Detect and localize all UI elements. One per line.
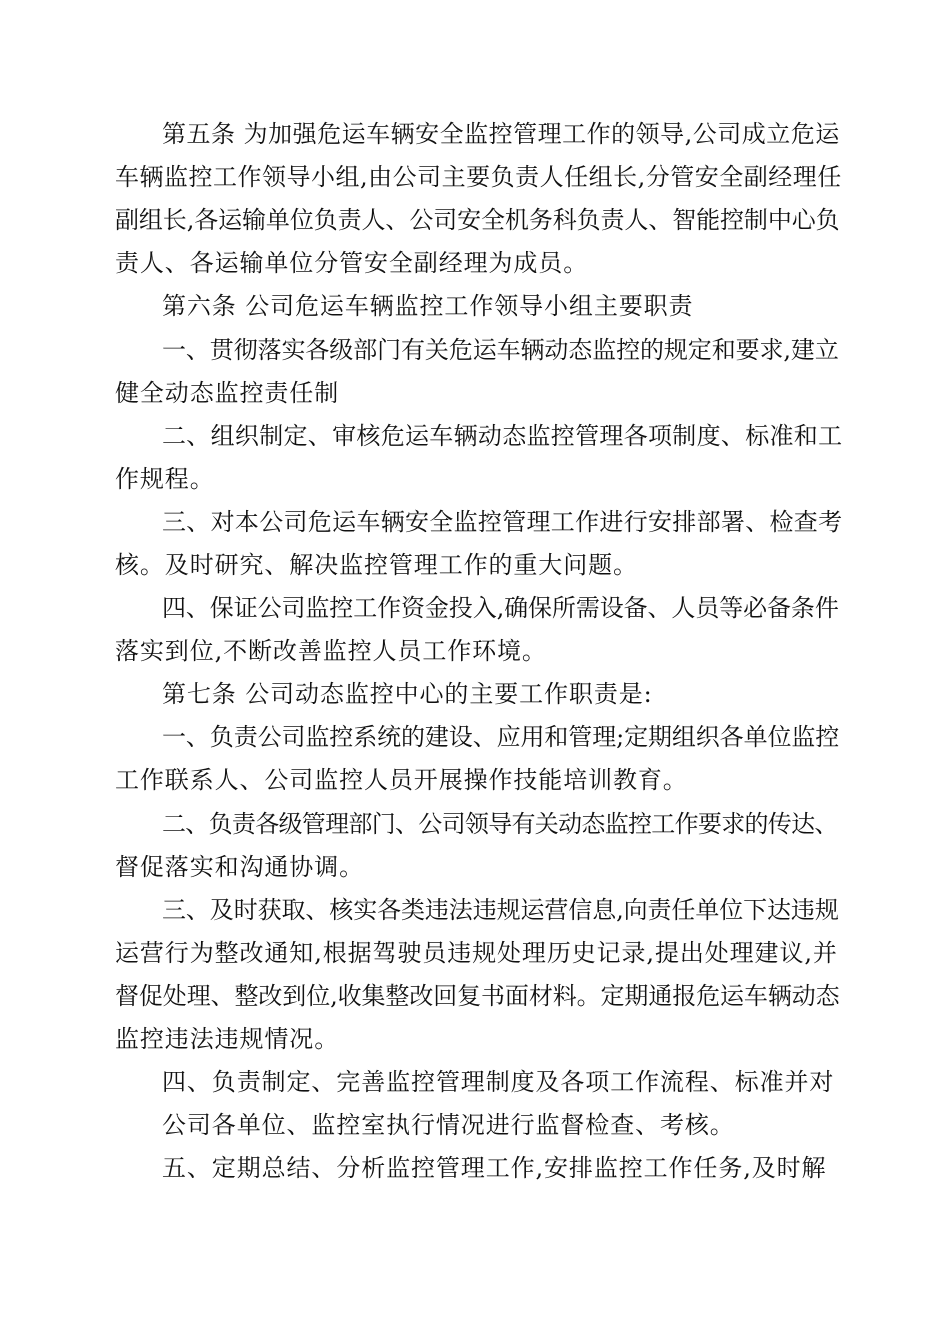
text-line: 三、及时获取、核实各类违法违规运营信息,向责任单位下达违规 bbox=[162, 896, 839, 924]
text-line: 四、保证公司监控工作资金投入,确保所需设备、人员等必备条件 bbox=[162, 594, 839, 622]
text-line: 责人、各运输单位分管安全副经理为成员。 bbox=[115, 249, 589, 277]
text-line: 二、组织制定、审核危运车辆动态监控管理各项制度、标准和工 bbox=[162, 422, 843, 450]
text-line: 运营行为整改通知,根据驾驶员违规处理历史记录,提出处理建议,并 bbox=[115, 939, 838, 967]
text-line: 督促落实和沟通协调。 bbox=[115, 853, 364, 881]
text-line: 工作联系人、公司监控人员开展操作技能培训教育。 bbox=[115, 766, 688, 794]
text-line: 第五条 为加强危运车辆安全监控管理工作的领导,公司成立危运 bbox=[162, 120, 840, 148]
text-line: 一、负责公司监控系统的建设、应用和管理;定期组织各单位监控 bbox=[162, 723, 840, 751]
text-line: 健全动态监控责任制 bbox=[115, 379, 340, 407]
text-line: 二、负责各级管理部门、公司领导有关动态监控工作要求的传达、 bbox=[162, 810, 838, 838]
text-line: 四、负责制定、完善监控管理制度及各项工作流程、标准并对 bbox=[162, 1068, 835, 1096]
text-line: 落实到位,不断改善监控人员工作环境。 bbox=[115, 637, 547, 665]
text-line: 副组长,各运输单位负责人、公司安全机务科负责人、智能控制中心负 bbox=[115, 206, 840, 234]
text-line: 公司各单位、监控室执行情况进行监督检查、考核。 bbox=[162, 1111, 735, 1139]
text-line: 三、对本公司危运车辆安全监控管理工作进行安排部署、检查考 bbox=[162, 508, 843, 536]
text-line: 督促处理、整改到位,收集整改回复书面材料。定期通报危运车辆动态 bbox=[115, 982, 840, 1010]
text-line: 第六条 公司危运车辆监控工作领导小组主要职责 bbox=[162, 292, 694, 320]
text-line: 作规程。 bbox=[115, 465, 215, 493]
text-line: 监控违法违规情况。 bbox=[115, 1025, 340, 1053]
text-line: 第七条 公司动态监控中心的主要工作职责是: bbox=[162, 680, 653, 708]
text-line: 五、定期总结、分析监控管理工作,安排监控工作任务,及时解 bbox=[162, 1154, 827, 1182]
text-line: 一、贯彻落实各级部门有关危运车辆动态监控的规定和要求,建立 bbox=[162, 336, 839, 364]
text-line: 车辆监控工作领导小组,由公司主要负责人任组长,分管安全副经理任 bbox=[115, 163, 842, 191]
text-line: 核。及时研究、解决监控管理工作的重大问题。 bbox=[115, 551, 638, 579]
